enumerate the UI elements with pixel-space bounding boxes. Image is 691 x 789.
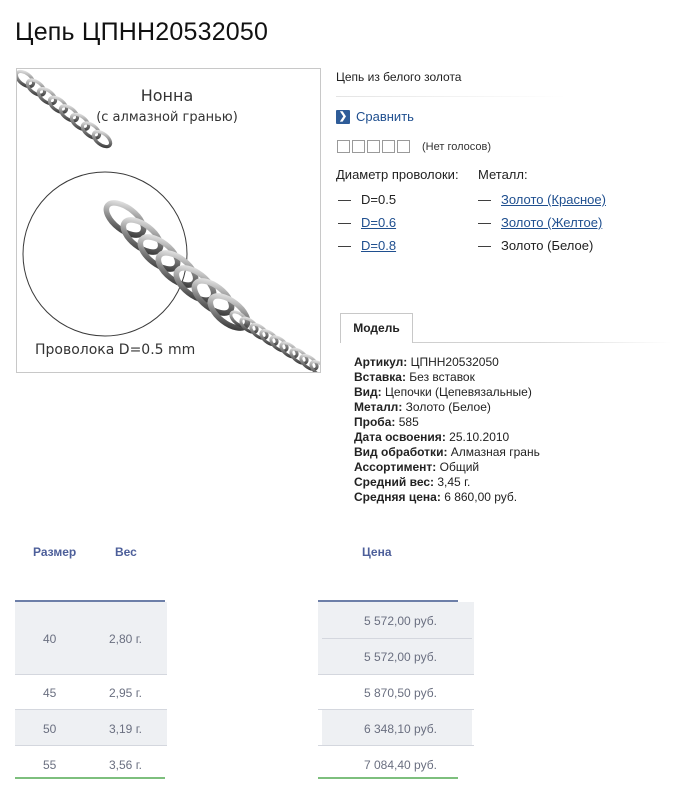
metal-option-yellow[interactable] [478,215,602,230]
dash: — [338,238,351,253]
product-description: Цепь из белого золота [336,70,462,84]
column-header-weight: Вес [115,545,137,559]
metal-link[interactable]: Золото (Желтое) [501,215,603,230]
cell-weight: 3,19 г. [109,722,142,736]
tab-model[interactable]: Модель [340,313,413,343]
diameter-option-0-5 [338,192,396,207]
page-title: Цепь ЦПНН20532050 [15,18,269,46]
cell-weight: 3,56 г. [109,758,142,772]
row-divider [318,709,474,710]
wire-diameter-label: Диаметр проволоки: [336,167,459,182]
compare-label: Сравнить [356,109,414,124]
metal-option-white [478,238,593,253]
row-divider [322,638,472,639]
dash: — [478,192,491,207]
dash: — [478,238,491,253]
cell-weight: 2,80 г. [109,632,142,646]
spec-row: Вставка: Без вставок [354,370,475,384]
spec-row: Средняя цена: 6 860,00 руб. [354,490,518,504]
cell-size: 50 [43,722,57,736]
chain-link [91,129,114,150]
rating-star-5[interactable] [397,140,410,153]
spec-row: Артикул: ЦПНН20532050 [354,355,499,369]
cell-price: 5 572,00 руб. [364,614,437,628]
table-bottom-border [318,777,458,779]
cell-price: 5 870,50 руб. [364,686,437,700]
spec-row: Средний вес: 3,45 г. [354,475,471,489]
metal-option-red[interactable] [478,192,606,207]
spec-row: Проба: 585 [354,415,419,429]
cell-price: 5 572,00 руб. [364,650,437,664]
product-image[interactable] [16,68,321,373]
diameter-value: D=0.5 [361,192,397,207]
spec-row: Металл: Золото (Белое) [354,400,491,414]
row-divider [318,674,474,675]
dash: — [478,215,491,230]
chain-caption: Проволока D=0.5 mm [35,342,196,358]
diameter-option-0-8[interactable] [338,238,396,253]
model-specs [354,355,540,505]
compare-button[interactable] [336,109,414,124]
votes-label: (Нет голосов) [422,141,492,153]
metal-label: Металл: [478,167,528,182]
rating-stars[interactable] [337,140,412,153]
diameter-option-0-6[interactable] [338,215,396,230]
table-row-band [15,602,167,674]
cell-size: 55 [43,758,57,772]
metal-link[interactable]: Золото (Красное) [501,192,606,207]
table-row-band [15,710,167,745]
arrow-right-icon: ❯ [336,110,350,124]
table-bottom-border [15,777,165,779]
spec-row: Вид: Цепочки (Цепевязальные) [354,385,532,399]
column-header-price: Цена [362,545,392,559]
cell-size: 45 [43,686,57,700]
dash: — [338,192,351,207]
row-divider [15,709,167,710]
spec-row: Дата освоения: 25.10.2010 [354,430,510,444]
cell-price: 7 084,40 руб. [364,758,437,772]
spec-row: Вид обработки: Алмазная грань [354,445,540,459]
cell-weight: 2,95 г. [109,686,142,700]
row-divider [15,745,167,746]
spec-row: Ассортимент: Общий [354,460,480,474]
diameter-link[interactable]: D=0.8 [361,238,397,253]
cell-size: 40 [43,632,57,646]
rating-star-1[interactable] [337,140,350,153]
chain-illustration [17,69,320,372]
rating-star-3[interactable] [367,140,380,153]
divider [336,96,566,97]
chain-subtitle: (с алмазной гранью) [96,110,238,125]
rating-star-4[interactable] [382,140,395,153]
dash: — [338,215,351,230]
diameter-link[interactable]: D=0.6 [361,215,397,230]
row-divider [318,745,474,746]
column-header-size: Размер [33,545,77,559]
metal-value: Золото (Белое) [501,238,594,253]
rating-star-2[interactable] [352,140,365,153]
chain-name: Нонна [140,86,194,105]
row-divider [15,674,167,675]
cell-price: 6 348,10 руб. [364,722,437,736]
